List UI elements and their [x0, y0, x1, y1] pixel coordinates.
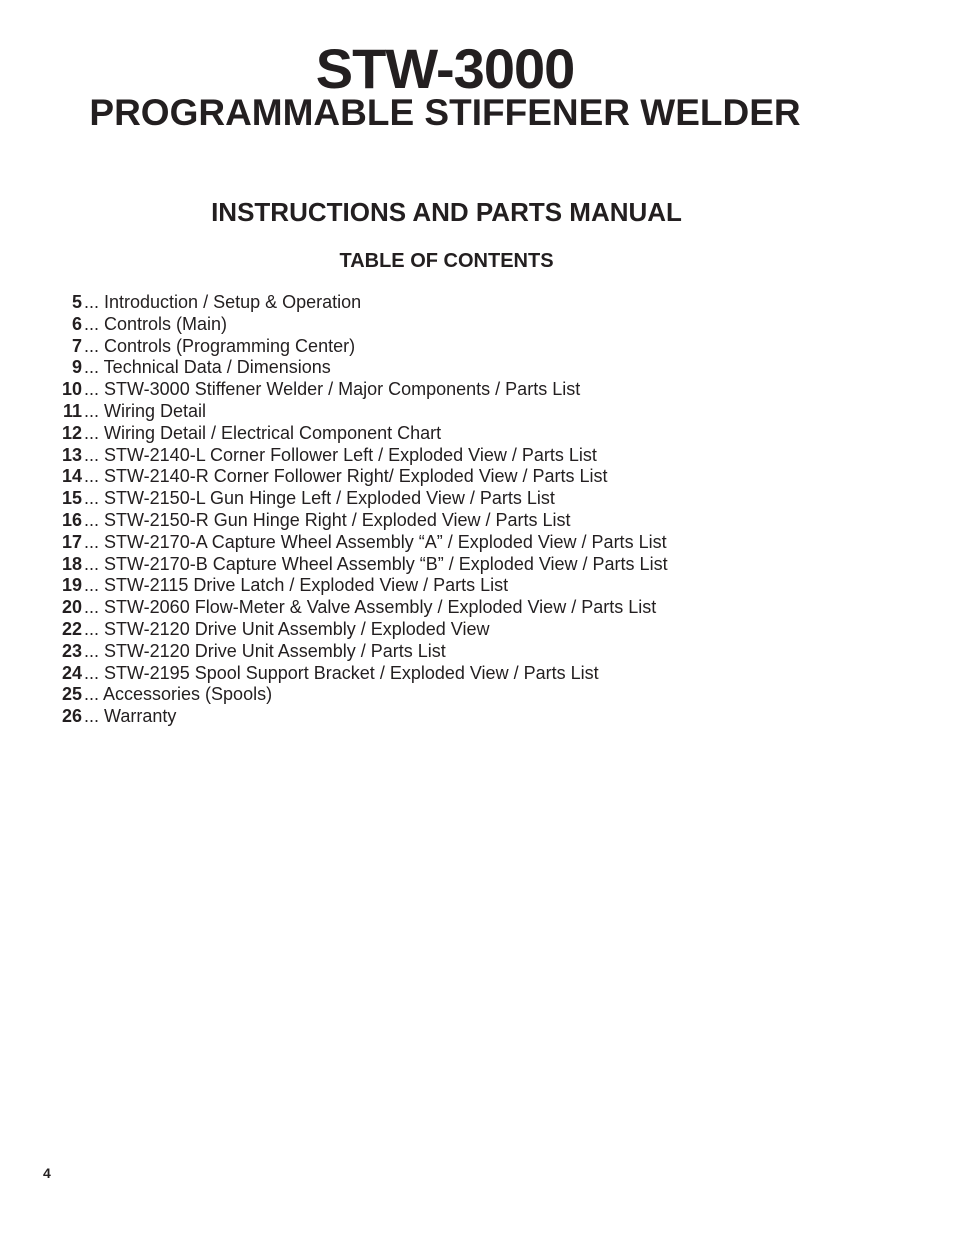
toc-page-number: 24 [61, 662, 82, 683]
toc-item [40, 619, 900, 641]
toc-page-number: 20 [61, 597, 82, 618]
toc-item [40, 466, 900, 488]
toc-item [40, 292, 900, 314]
toc-page-number: 22 [61, 618, 82, 639]
toc-item [40, 379, 900, 401]
toc-page-number: 10 [61, 379, 82, 400]
toc-item [40, 357, 900, 379]
toc-entry-text: ... STW-2170-B Capture Wheel Assembly “B” / Exploded View / Parts List [84, 553, 668, 574]
toc-item [40, 663, 900, 685]
toc-page-number: 23 [61, 640, 82, 661]
manual-title: INSTRUCTIONS AND PARTS MANUAL [211, 197, 682, 227]
toc-item [40, 488, 900, 510]
table-of-contents [40, 292, 900, 728]
toc-item [40, 401, 900, 423]
toc-item [40, 314, 900, 336]
toc-item [40, 336, 900, 358]
toc-page-number: 19 [61, 575, 82, 596]
toc-entry-text: ... STW-2150-L Gun Hinge Left / Exploded View / Parts List [84, 488, 555, 509]
toc-page-number: 14 [61, 466, 82, 487]
toc-entry-text: ... STW-2120 Drive Unit Assembly / Exploded View [84, 618, 490, 639]
page-number: 4 [43, 1165, 51, 1181]
toc-entry-text: ... Accessories (Spools) [84, 684, 273, 705]
toc-entry-text: ... STW-2060 Flow-Meter & Valve Assembly / Exploded View / Parts List [84, 597, 657, 618]
toc-item [40, 554, 900, 576]
toc-entry-text: ... Wiring Detail [84, 400, 207, 421]
toc-entry-text: ... STW-2150-R Gun Hinge Right / Exploded View / Parts List [84, 509, 571, 530]
toc-item [40, 532, 900, 554]
toc-page-number: 5 [71, 292, 82, 312]
toc-entry-text: ... STW-2115 Drive Latch / Exploded View / Parts List [84, 575, 509, 596]
toc-entry-text: ... STW-3000 Stiffener Welder / Major Components / Parts List [84, 379, 581, 400]
toc-entry-text: ... Wiring Detail / Electrical Component Chart [84, 422, 442, 443]
toc-entry-text: ... Introduction / Setup & Operation [84, 292, 362, 312]
toc-page-number: 12 [61, 422, 82, 443]
toc-entry-text: ... STW-2140-R Corner Follower Right/ Exploded View / Parts List [84, 466, 608, 487]
toc-entry-text: ... Controls (Programming Center) [84, 335, 356, 356]
toc-item [40, 575, 900, 597]
toc-item [40, 445, 900, 467]
toc-item [40, 423, 900, 445]
toc-item [40, 684, 900, 706]
model-title: STW-3000 [315, 37, 575, 100]
toc-page-number: 7 [71, 335, 82, 356]
toc-page-number: 17 [61, 531, 82, 552]
toc-heading: TABLE OF CONTENTS [339, 250, 554, 272]
toc-item [40, 597, 900, 619]
toc-entry-text: ... STW-2120 Drive Unit Assembly / Parts List [84, 640, 446, 661]
toc-entry-text: ... STW-2170-A Capture Wheel Assembly “A” / Exploded View / Parts List [84, 531, 667, 552]
toc-item [40, 706, 900, 728]
toc-item [40, 510, 900, 532]
toc-entry-text: ... Technical Data / Dimensions [84, 357, 331, 378]
toc-page-number: 16 [61, 509, 82, 530]
product-name: PROGRAMMABLE STIFFENER WELDER [89, 92, 801, 133]
toc-page-number: 11 [62, 400, 82, 421]
toc-page-number: 13 [61, 444, 82, 465]
toc-entry-text: ... Warranty [84, 706, 177, 727]
toc-page-number: 9 [71, 357, 82, 378]
toc-entry-text: ... Controls (Main) [84, 313, 228, 334]
toc-page-number: 25 [61, 684, 82, 705]
toc-page-number: 18 [61, 553, 82, 574]
toc-entry-text: ... STW-2140-L Corner Follower Left / Exploded View / Parts List [84, 444, 597, 465]
toc-page-number: 26 [61, 706, 82, 727]
toc-entry-text: ... STW-2195 Spool Support Bracket / Exploded View / Parts List [84, 662, 599, 683]
toc-item [40, 641, 900, 663]
toc-page-number: 15 [61, 488, 82, 509]
toc-page-number: 6 [71, 313, 82, 334]
